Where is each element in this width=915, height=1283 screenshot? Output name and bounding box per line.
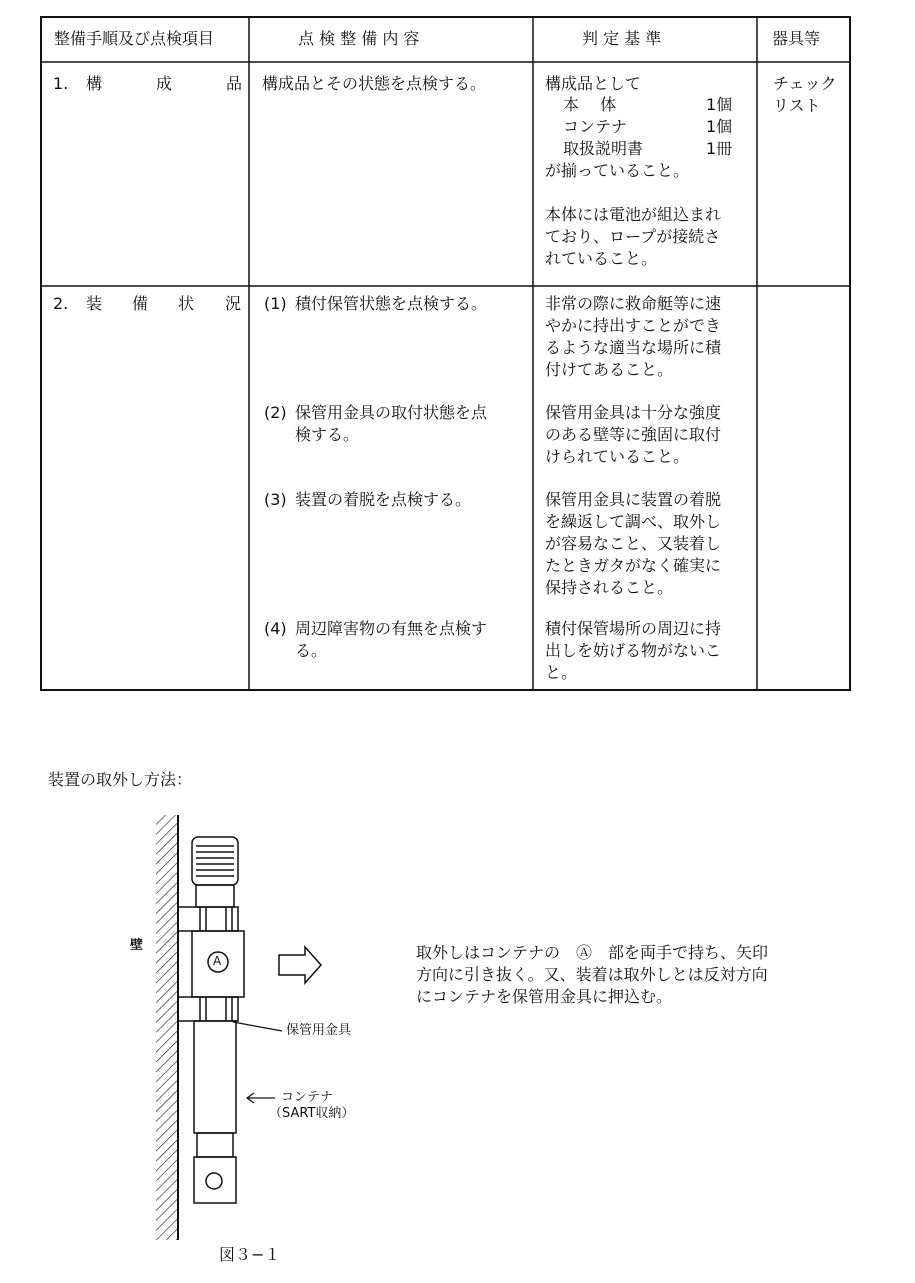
sec1-criteria2-line: 本体には電池が組込まれ	[545, 205, 722, 224]
sec1-number: 1.	[53, 74, 69, 93]
wall-label: 壁	[130, 938, 144, 953]
sec1-part-qty: 1冊	[706, 139, 733, 158]
container-sub-label: （SART収納）	[269, 1106, 355, 1121]
header-procedure: 整備手順及び点検項目	[54, 29, 215, 48]
sec2-row-criteria: たときガタがなく確実に	[545, 556, 722, 575]
sec1-tool-line: チェック	[773, 74, 837, 93]
sec2-row-criteria: を繰返して調べ、取外し	[545, 512, 722, 531]
container-body	[194, 1021, 236, 1203]
sec2-row-criteria: が容易なこと、又装着し	[545, 534, 722, 553]
sec2-number: 2.	[53, 294, 69, 313]
sec1-criteria2-line: ており、ロープが接続さ	[545, 227, 721, 246]
sec2-row-criteria: のある壁等に強固に取付	[545, 425, 722, 444]
sec1-part-qty: 1個	[706, 117, 733, 136]
sec1-criteria2-line: れていること。	[545, 249, 658, 268]
top-cap	[192, 837, 238, 907]
sec1-tool-line: リスト	[773, 96, 821, 115]
sec2-row-content: 積付保管状態を点検する。	[295, 294, 488, 313]
sec2-row-content: 周辺障害物の有無を点検す	[295, 619, 488, 638]
marker-a-label: A	[213, 954, 222, 968]
sec2-row-criteria: 積付保管場所の周辺に持	[545, 619, 722, 638]
figure-description-line: 取外しはコンテナの Ⓐ 部を両手で持ち、矢印	[416, 943, 769, 962]
sec2-row-criteria: 保持されること。	[545, 578, 674, 597]
sec2-item-char: 装	[86, 294, 103, 313]
sec2-row-criteria: 付けてあること。	[545, 360, 674, 379]
sec2-row-content: る。	[295, 641, 328, 660]
sec2-item-char: 状	[178, 294, 195, 313]
sec1-part-qty: 1個	[706, 95, 733, 114]
sec1-criteria-end: が揃っていること。	[545, 161, 690, 180]
bracket-leader-line	[233, 1022, 282, 1031]
figure-heading: 装置の取外し方法：	[48, 770, 193, 789]
lower-bracket	[178, 997, 238, 1021]
sec2-row-criteria: やかに持出すことができ	[545, 316, 722, 335]
sec1-criteria-intro: 構成品として	[545, 74, 642, 93]
figure-description-line: にコンテナを保管用金具に押込む。	[416, 987, 673, 1006]
sec2-row-number: (1)	[264, 294, 287, 313]
sec2-row-content: 検する。	[295, 425, 360, 444]
wall	[156, 815, 178, 1240]
pull-direction-arrow	[279, 947, 321, 983]
figure-description-line: 方向に引き抜く。又、装着は取外しとは反対方向	[416, 965, 768, 984]
sec2-row-number: (2)	[264, 403, 287, 422]
header-content: 点 検 整 備 内 容	[298, 29, 420, 48]
container-label: コンテナ	[281, 1090, 334, 1105]
sec2-item-char: 備	[132, 294, 149, 313]
sec2-item-char: 況	[225, 294, 242, 313]
sec2-row-criteria: 保管用金具は十分な強度	[545, 403, 722, 422]
sec2-row-number: (4)	[264, 619, 287, 638]
sec1-part-name: 取扱説明書	[563, 139, 644, 158]
sec1-item-char: 構	[86, 74, 103, 93]
sec2-row-number: (3)	[264, 490, 287, 509]
sec2-row-criteria: 非常の際に救命艇等に速	[545, 294, 722, 313]
sec1-content: 構成品とその状態を点検する。	[262, 74, 487, 93]
sec1-item-char: 品	[226, 74, 243, 93]
header-criteria: 判 定 基 準	[582, 29, 662, 48]
sec2-row-criteria: 保管用金具に装置の着脱	[545, 490, 722, 509]
sec2-row-criteria: と。	[545, 663, 578, 682]
header-tools: 器具等	[772, 29, 821, 48]
sec2-row-criteria: 出しを妨げる物がないこ	[545, 641, 722, 660]
sec1-part-name: 本 体	[563, 95, 617, 114]
sec2-row-content: 装置の着脱を点検する。	[295, 490, 472, 509]
sec2-row-criteria: るような適当な場所に積	[545, 338, 722, 357]
sec2-row-criteria: けられていること。	[545, 447, 690, 466]
sec2-row-content: 保管用金具の取付状態を点	[295, 403, 488, 422]
sec1-item-char: 成	[156, 74, 173, 93]
sec1-part-name: コンテナ	[563, 117, 628, 136]
bracket-label: 保管用金具	[286, 1023, 352, 1038]
figure-caption: 図３−１	[219, 1245, 281, 1264]
upper-bracket	[178, 907, 238, 931]
